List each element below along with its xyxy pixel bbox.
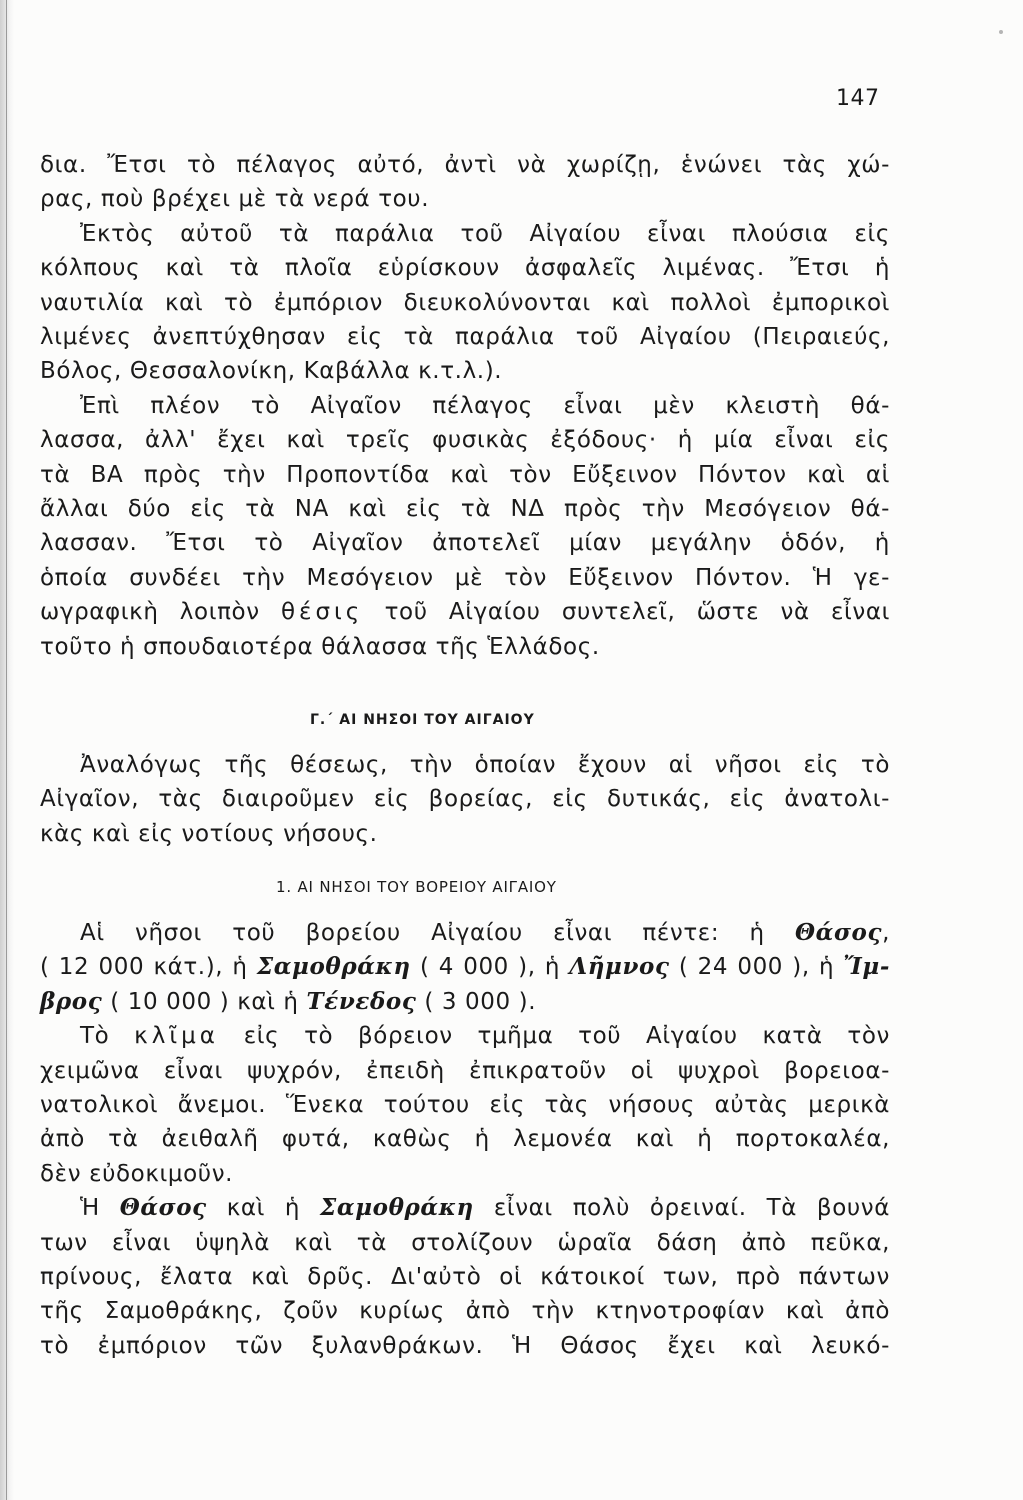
island-name-imbros-part1: Ἴμ- — [843, 953, 890, 981]
page-spine-shadow — [0, 0, 14, 1500]
text-line: κὰς καὶ εἰς νοτίους νήσους. — [40, 820, 378, 847]
text-fragment: ( 4 000 ), ἡ — [419, 954, 561, 981]
island-name-samothraki: Σαμοθράκη — [256, 953, 411, 981]
text-line: ρας, ποὺ βρέχει μὲ τὰ νερά του. — [40, 186, 430, 213]
emphasized-term: κλῖμα — [134, 1023, 219, 1050]
page-number: 147 — [836, 86, 880, 111]
text-line: ἄλλαι δύο εἰς τὰ ΝΑ καὶ εἰς τὰ ΝΔ πρὸς τὴν Μεσόγειον θά- — [40, 496, 890, 523]
text-fragment: ( 12 000 κάτ.), ἡ — [40, 954, 248, 981]
text-line: ἀπὸ τὰ ἀειθαλῆ φυτά, καθὼς ἡ λεμονέα καὶ ἡ πορτοκαλέα, — [40, 1126, 890, 1153]
text-line: δια. Ἔτσι τὸ πέλαγος αὐτό, ἀντὶ νὰ χωρίζῃ, ἑνώνει τὰς χώ- — [40, 152, 890, 178]
island-name-tenedos: Τένεδος — [306, 987, 417, 1015]
text-fragment: Ἡ — [80, 1195, 100, 1222]
text-line: ὁποία συνδέει τὴν Μεσόγειον μὲ τὸν Εὔξεινον Πόντον. Ἡ γε- — [40, 564, 890, 591]
text-line: Βόλος, Θεσσαλονίκη, Καβάλλα κ.τ.λ.). — [40, 358, 503, 385]
text-line: τὰ ΒΑ πρὸς τὴν Προποντίδα καὶ τὸν Εὔξεινον Πόντον καὶ αἱ — [40, 461, 890, 488]
text-line: δὲν εὐδοκιμοῦν. — [40, 1160, 234, 1187]
text-line: των εἶναι ὑψηλὰ καὶ τὰ στολίζουν ὡραῖα δάση ἀπὸ πεῦκα, — [40, 1229, 890, 1256]
island-name-thasos: Θάσος — [795, 919, 883, 946]
text-line: Ἐπὶ πλέον τὸ Αἰγαῖον πέλαγος εἶναι μὲν κλειστὴ θά- — [80, 392, 890, 419]
text-fragment: ωγραφικὴ λοιπὸν — [40, 599, 260, 626]
island-name-thasos: Θάσος — [119, 1194, 207, 1222]
page-spine-line — [6, 0, 7, 1500]
island-name-limnos: Λῆμνος — [569, 953, 670, 981]
text-line: τὸ ἐμπόριον τῶν ξυλανθράκων. Ἡ Θάσος ἔχει καὶ λευκό- — [40, 1332, 890, 1359]
paper-speck — [999, 30, 1003, 34]
text-fragment: ( 3 000 ). — [424, 988, 537, 1015]
section-heading-g: Γ.΄ ΑΙ ΝΗΣΟΙ ΤΟΥ ΑΙΓΑΙΟΥ — [310, 712, 535, 728]
text-line: χειμῶνα εἶναι ψυχρόν, ἐπειδὴ ἐπικρατοῦν οἱ ψυχροὶ βορειοα- — [40, 1057, 890, 1084]
text-line — [40, 1019, 890, 1053]
text-line: λιμένες ἀνεπτύχθησαν εἰς τὰ παράλια τοῦ Αἰγαίου (Πειραιεύς, — [40, 324, 890, 351]
body-text-block-1 — [40, 148, 890, 664]
island-name-samothraki: Σαμοθράκη — [320, 1194, 474, 1222]
text-fragment: ( 24 000 ), ἡ — [678, 954, 835, 981]
text-fragment: καὶ ἡ — [226, 1195, 301, 1222]
text-fragment: Τὸ — [80, 1023, 110, 1050]
body-text-block-2 — [40, 748, 890, 851]
text-fragment: τοῦ Αἰγαίου συντελεῖ, ὥστε νὰ εἶναι — [384, 599, 890, 626]
text-line: κόλπους καὶ τὰ πλοῖα εὑρίσκουν ἀσφαλεῖς λιμένας. Ἔτσι ἡ — [40, 255, 890, 282]
text-line: λασσα, ἀλλ' ἔχει καὶ τρεῖς φυσικὰς ἐξόδους· ἡ μία εἶναι εἰς — [40, 427, 890, 454]
text-line: πρίνους, ἔλατα καὶ δρῦς. Δι'αὐτὸ οἱ κάτοικοί των, πρὸ πάντων — [40, 1264, 890, 1291]
text-line: τοῦτο ἡ σπουδαιοτέρα θάλασσα τῆς Ἑλλάδος. — [40, 633, 600, 660]
text-line: τῆς Σαμοθράκης, ζοῦν κυρίως ἀπὸ τὴν κτηνοτροφίαν καὶ ἀπὸ — [40, 1298, 890, 1325]
text-fragment: Αἱ νῆσοι τοῦ βορείου Αἰγαίου εἶναι πέντε: ἡ — [80, 920, 765, 946]
text-line — [40, 985, 890, 1019]
text-fragment: ( 10 000 ) καὶ ἡ — [110, 988, 299, 1015]
text-fragment: εἰς τὸ βόρειον τμῆμα τοῦ Αἰγαίου κατὰ τὸν — [243, 1023, 890, 1050]
text-line: νατολικοὶ ἄνεμοι. Ἕνεκα τούτου εἰς τὰς νήσους αὐτὰς μερικὰ — [40, 1092, 890, 1119]
subsection-heading-1: 1. ΑΙ ΝΗΣΟΙ ΤΟΥ ΒΟΡΕΙΟΥ ΑΙΓΑΙΟΥ — [276, 878, 557, 896]
text-line: Αἰγαῖον, τὰς διαιροῦμεν εἰς βορείας, εἰς δυτικάς, εἰς ἀνατολι- — [40, 786, 890, 813]
emphasized-term: θέσις — [280, 599, 364, 626]
text-line — [40, 950, 890, 984]
text-line — [40, 916, 890, 950]
island-name-imbros-part2: βρος — [40, 987, 103, 1015]
text-line — [40, 595, 890, 629]
text-line: Ἀναλόγως τῆς θέσεως, τὴν ὁποίαν ἔχουν αἱ νῆσοι εἰς τὸ — [80, 752, 890, 778]
body-text-block-3 — [40, 916, 890, 1363]
text-line: ναυτιλία καὶ τὸ ἐμπόριον διευκολύνονται καὶ πολλοὶ ἐμπορικοὶ — [40, 289, 890, 316]
text-fragment: εἶναι πολὺ ὀρειναί. Τὰ βουνά — [493, 1195, 890, 1222]
text-line — [40, 1191, 890, 1225]
text-line: λασσαν. Ἔτσι τὸ Αἰγαῖον ἀποτελεῖ μίαν μεγάλην ὁδόν, ἡ — [40, 530, 890, 557]
text-fragment: , — [882, 920, 890, 946]
text-line: Ἐκτὸς αὐτοῦ τὰ παράλια τοῦ Αἰγαίου εἶναι πλούσια εἰς — [80, 220, 890, 247]
